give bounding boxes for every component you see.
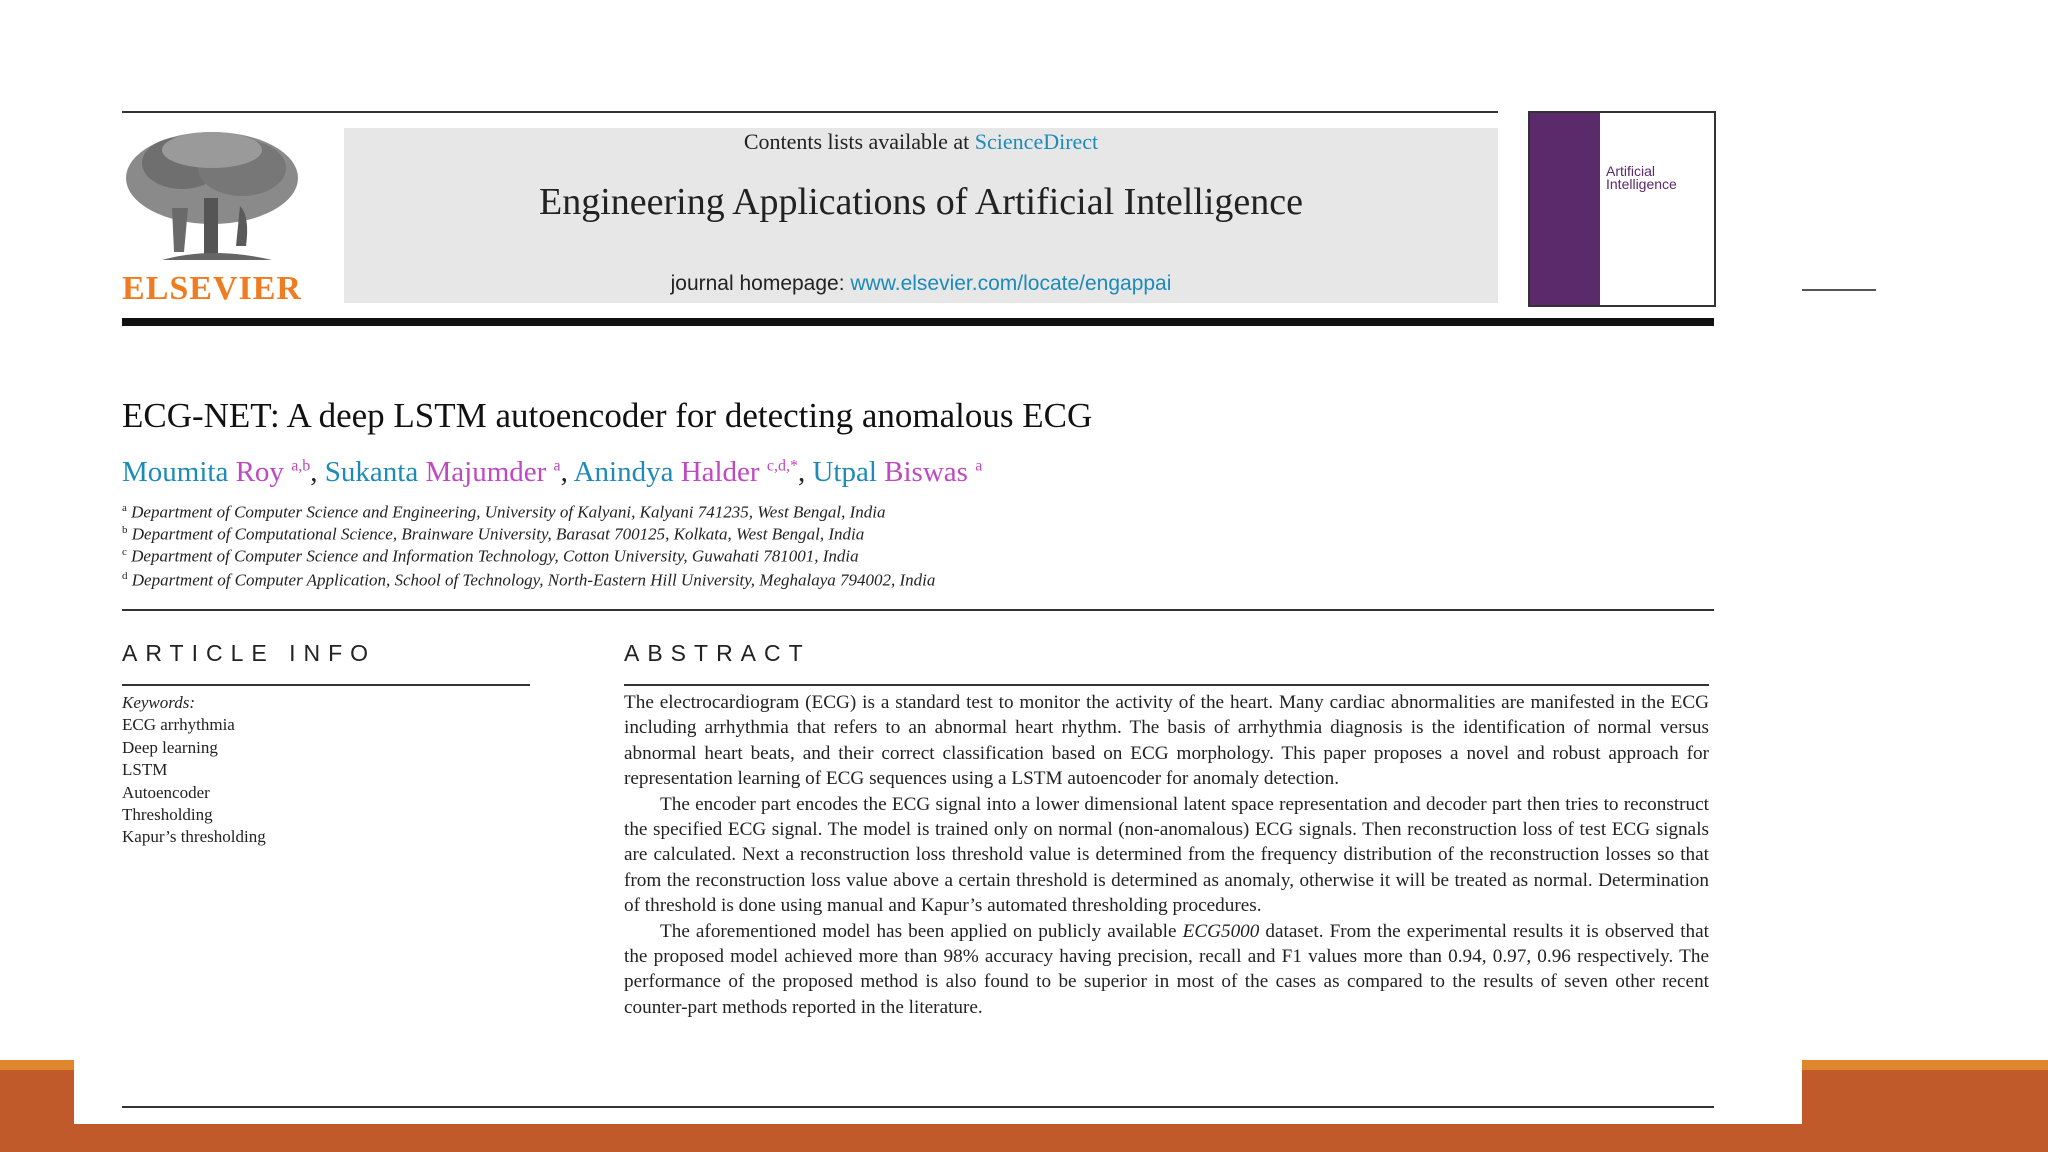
paper-title: ECG-NET: A deep LSTM autoencoder for detecting anomalous ECG: [122, 396, 1093, 435]
author[interactable]: [122, 456, 310, 488]
author-first-name: Sukanta: [324, 456, 419, 488]
affiliation-mark: b: [122, 524, 128, 536]
author-last-name: Majumder: [425, 456, 547, 488]
author-first-name: Utpal: [812, 456, 877, 488]
keyword: Thresholding: [122, 805, 213, 825]
slide-decoration-line: [1802, 289, 1876, 291]
affiliation-mark: c: [122, 546, 127, 558]
cover-title: Artificial Intelligence: [1606, 163, 1677, 192]
author-list: Moumita Roy $^{a,b}$, Sukanta Majumder $^a$, Anindya Halder $^{c,d,*}$, Utpal Biswas $^a$: [122, 456, 983, 488]
section-divider: [122, 609, 1714, 611]
article-info-rule: [122, 684, 530, 686]
abstract-text: The aforementioned model has been applied on publicly available: [660, 920, 1183, 942]
publisher-name: ELSEVIER: [122, 270, 302, 307]
author-last-name: Halder: [680, 456, 760, 488]
author-last-name: Roy: [235, 456, 284, 488]
author-affiliation-mark: c,d,*: [766, 457, 798, 475]
sciencedirect-link[interactable]: ScienceDirect: [974, 129, 1099, 154]
affiliation-mark: a: [122, 502, 127, 514]
cover-spine: [1530, 113, 1600, 305]
keyword: Autoencoder: [122, 782, 210, 802]
journal-homepage-link[interactable]: www.elsevier.com/locate/engappai: [850, 272, 1172, 295]
contents-line: [344, 128, 1498, 156]
keywords-list: [122, 692, 266, 849]
elsevier-logo: [122, 128, 302, 308]
homepage-line: [344, 272, 1498, 296]
abstract-body: [624, 690, 1709, 1020]
keyword: ECG arrhythmia: [122, 715, 235, 735]
author-affiliation-mark: a: [975, 457, 983, 475]
dataset-name: ECG5000: [1182, 920, 1260, 942]
affiliation: [122, 570, 935, 591]
author-first-name: Moumita: [122, 456, 229, 488]
keyword: Deep learning: [122, 737, 218, 757]
abstract-paragraph: The encoder part encodes the ECG signal into a lower dimensional latent space representation and decoder part then tries to reconstruct the specified ECG signal. The model is trained only on normal (non-anomalous) ECG signals. Then reconstruction loss of test ECG signals are calculated. Next a reconstruction loss threshold value is determined from the frequency distribution of the reconstruction losses so that from the reconstruction loss value above a certain threshold is determined as anomaly, otherwise it will be treated as normal. Determination of threshold is done using manual and Kapur’s automated thresholding procedures.: [624, 793, 1709, 917]
abstract-paragraph: [624, 919, 1709, 1021]
abstract-rule: [624, 684, 1709, 686]
affiliation-mark: d: [122, 570, 128, 582]
abstract-text: dataset. From the experimental results it is observed that the proposed model achieved more than 98% accuracy having precision, recall and F1 values more than 0.94, 0.97, 0.96 respectively. The performance of the proposed method is also found to be superior in most of the cases as compared to the results of seven other recent counter-part methods reported in the literature.: [624, 920, 1709, 1018]
affiliation-text: Department of Computer Science and Information Technology, Cotton University, Guwahati 781001, India: [131, 546, 859, 566]
keyword: Kapur’s thresholding: [122, 827, 266, 847]
contents-prefix: Contents lists available at: [743, 129, 975, 154]
keywords-label: Keywords:: [122, 693, 196, 712]
header-bottom-rule: [122, 318, 1714, 326]
author[interactable]: [574, 456, 798, 488]
affiliation: [122, 546, 859, 567]
affiliation-text: Department of Computational Science, Brainware University, Barasat 700125, Kolkata, West Bengal, India: [131, 524, 865, 544]
homepage-prefix: journal homepage:: [670, 272, 851, 295]
abstract-heading: ABSTRACT: [624, 640, 811, 666]
affiliation-text: Department of Computer Science and Engineering, University of Kalyani, Kalyani 741235, West Bengal, India: [131, 502, 886, 522]
author-first-name: Anindya: [573, 456, 674, 488]
journal-cover: [1528, 111, 1716, 307]
journal-title: Engineering Applications of Artificial Intelligence: [539, 181, 1303, 223]
author-affiliation-mark: a,b: [291, 457, 311, 475]
article-info-heading: ARTICLE INFO: [122, 640, 377, 666]
author[interactable]: [325, 456, 561, 488]
author-affiliation-mark: a: [553, 457, 561, 475]
affiliation: [122, 524, 864, 545]
tree-icon: [122, 128, 302, 268]
affiliation-text: Department of Computer Application, School of Technology, North-Eastern Hill University, Meghalaya 794002, India: [131, 570, 936, 590]
affiliation: [122, 502, 885, 523]
abstract-bottom-rule: [122, 1106, 1714, 1108]
abstract-paragraph: The electrocardiogram (ECG) is a standard test to monitor the activity of the heart. Many cardiac abnormalities are manifested in the ECG including arrhythmia that refers to an abnormal heart rhythm. The basis of arrhythmia diagnosis is the identification of normal versus abnormal heart beats, and their correct classification based on ECG morphology. This paper proposes a novel and robust approach for representation learning of ECG sequences using a LSTM autoencoder for anomaly detection.: [624, 692, 1709, 790]
journal-banner: [344, 128, 1498, 303]
author-last-name: Biswas: [884, 456, 968, 488]
header-top-rule: [122, 111, 1498, 113]
author[interactable]: [812, 456, 982, 488]
keyword: LSTM: [122, 760, 168, 780]
